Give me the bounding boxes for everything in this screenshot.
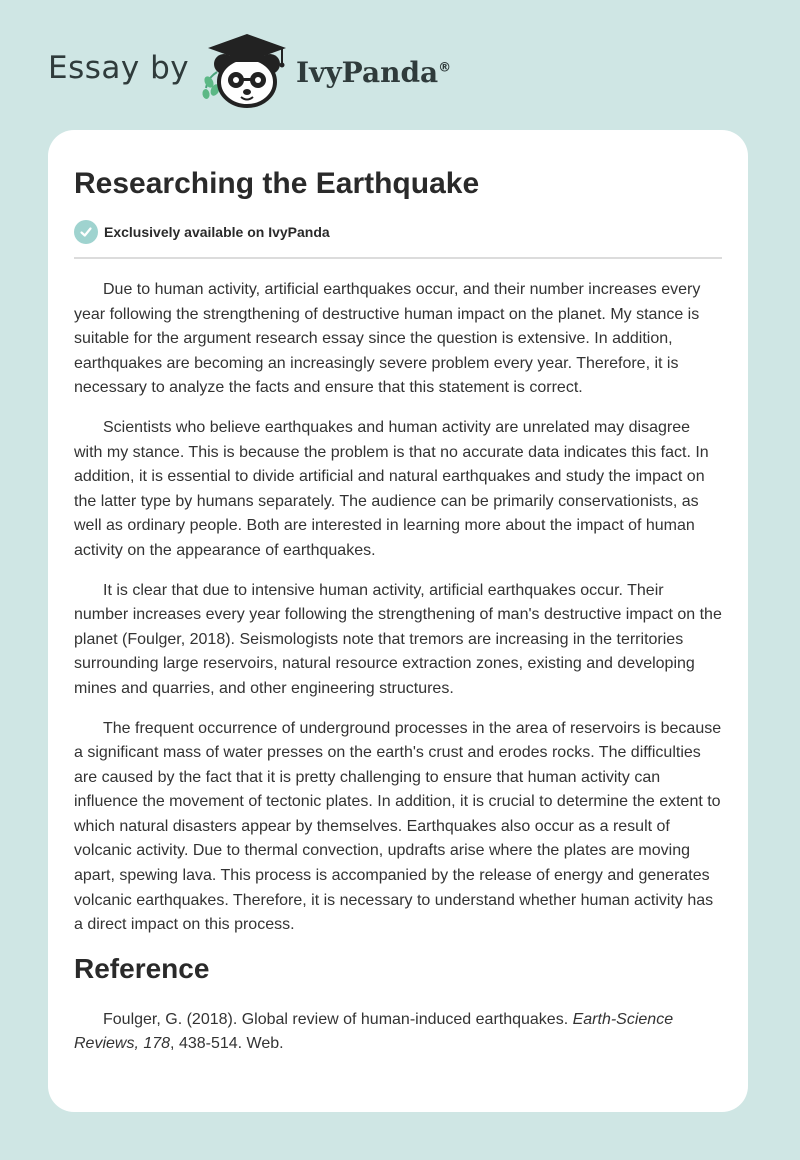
- site-header: [0, 0, 800, 130]
- badge-label: Exclusively available on IvyPanda: [104, 224, 330, 240]
- reference-journal: Earth-Science Reviews, 178: [74, 1010, 674, 1053]
- paragraph-2: Scientists who believe earthquakes and human activity are unrelated may disagree with my stance. This is because the problem is that no accurate data indicates this fact. In addition, it is essential to divide artificial and natural earthquakes and study the impact on the latter type by humans separately. The audience can be primarily conservationists, as well as ordinary people. Both are interested in learning more about the impact of human activity on the appearance of earthquakes.: [74, 418, 709, 559]
- paragraph-3: It is clear that due to intensive human activity, artificial earthquakes occur. Their number increases every year following the strengthening of man's destructive impact on the planet (Foulger, 2018). Seismologists note that tremors are increasing in the territories surrounding large reservoirs, natural resource extraction zones, existing and developing mines and quarries, and other engineering structures.: [74, 581, 722, 697]
- brand-prefix: Essay by: [48, 50, 190, 86]
- paragraph-1: Due to human activity, artificial earthquakes occur, and their number increases every year following the strengthening of destructive human impact on the planet. My stance is suitable for the argument research essay since the question is extensive. In addition, earthquakes are becoming an increasingly severe problem every year. Therefore, it is necessary to analyze the facts and ensure that this statement is correct.: [74, 281, 701, 397]
- essay-card: [48, 130, 748, 1112]
- paragraph-4: The frequent occurrence of underground processes in the area of reservoirs is because a significant mass of water presses on the earth's crust and erodes rocks. The difficulties are caused by the fact that it is pretty challenging to ensure that human activity can influence the movement of tectonic plates. In addition, it is crucial to determine the extent to which natural disasters appear by themselves. Earthquakes also occur as a result of volcanic activity. Due to thermal convection, updrafts arise where the plates are moving apart, spewing lava. This process is accompanied by the release of energy and generates volcanic earthquakes. Therefore, it is necessary to understand whether human activity has a direct impact on this process.: [74, 719, 722, 934]
- reference-pages: , 438-514. Web.: [170, 1035, 284, 1053]
- divider: [74, 257, 722, 259]
- brand-name[interactable]: [296, 56, 451, 89]
- page-title: Researching the Earthquake: [74, 167, 480, 200]
- check-circle-icon: [74, 220, 98, 244]
- reference-heading: Reference: [74, 952, 210, 984]
- exclusive-badge: [74, 220, 722, 244]
- reference-entry: [74, 1008, 722, 1057]
- reference-authors: Foulger, G. (2018). Global review of human-induced earthquakes.: [103, 1010, 573, 1028]
- brand-name-text: IvyPanda: [296, 56, 439, 89]
- panda-logo-icon[interactable]: [200, 30, 294, 110]
- registered-mark: ®: [438, 60, 452, 76]
